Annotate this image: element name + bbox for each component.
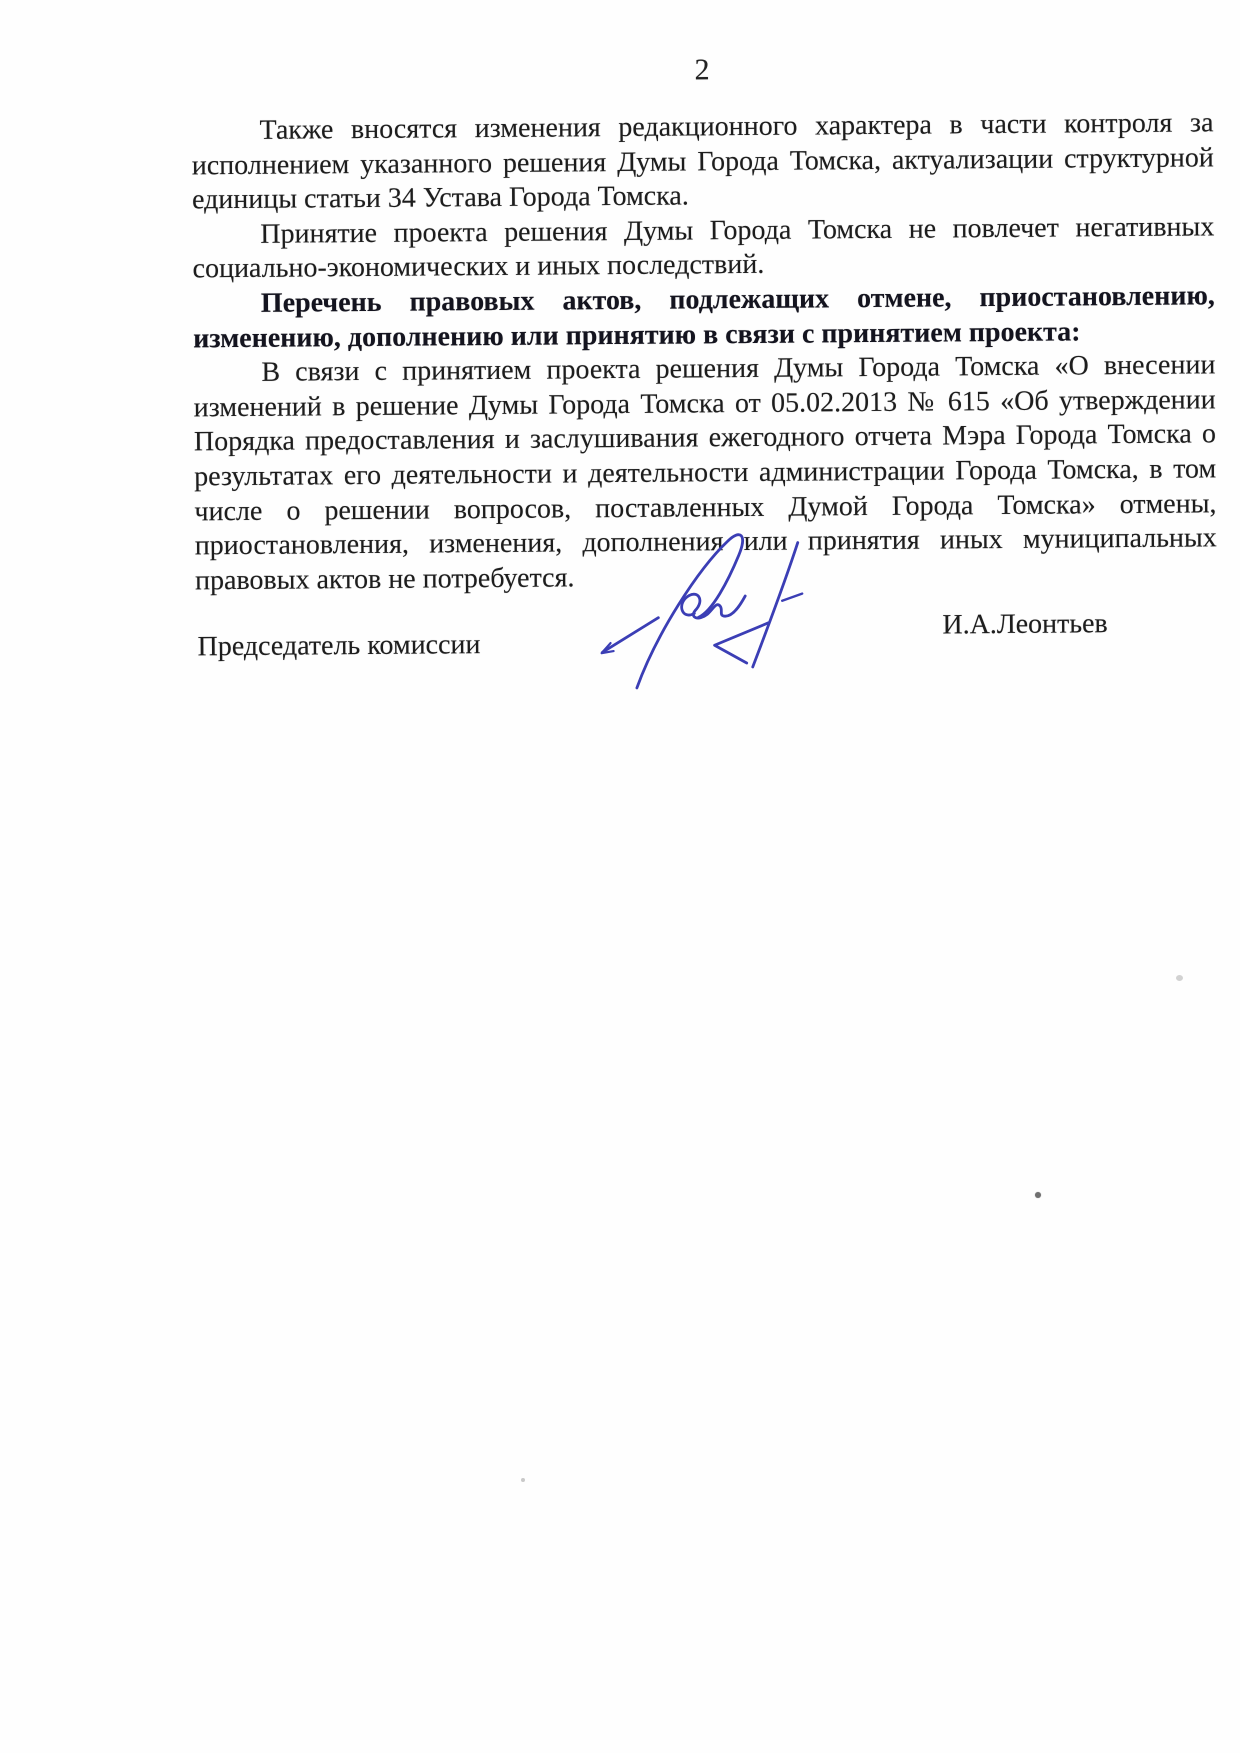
scan-speck (521, 1478, 525, 1482)
heading-list-of-legal-acts: Перечень правовых актов, подлежащих отмене, приостановлению, изменению, дополнению или принятию в связи с принятием проекта: (193, 280, 1215, 354)
scan-speck (1035, 1192, 1041, 1198)
paragraph-no-other-acts-required: В связи с принятием проекта решения Думы Города Томска «О внесении изменений в решение Думы Города Томска от 05.02.2013 № 615 «Об утверждении Порядка предоставления и заслушивания ежегодного отчета Мэра Города Томска о результатах его деятельности и деятельности администрации Города Томска, в том числе о решении вопросов, поставленных Думой Города Томска» отмены, приостановления, изменения, дополнения или принятия иных муниципальных правовых актов не потребуется. (193, 349, 1217, 597)
signature-tall-slash (752, 543, 799, 667)
paragraph-no-negative-consequences: Принятие проекта решения Думы Города Томска не повлечет негативных социально-экономических и иных последствий. (192, 211, 1215, 285)
signature-dash (782, 594, 802, 601)
signature-arrow-stroke (602, 618, 658, 652)
signer-name: И.А.Леонтьев (942, 608, 1108, 641)
paragraph-editorial-changes: Также вносятся изменения редакционного характера в части контроля за исполнением указанного решения Думы Города Томска, актуализации структурной единицы статьи 34 Устава Города Томска. (191, 107, 1214, 216)
signer-title: Председатель комиссии (197, 629, 481, 663)
scan-speck (1176, 975, 1183, 981)
signature-cursive-letters (682, 594, 746, 618)
handwritten-signature (540, 520, 856, 702)
signature-main-loop (636, 535, 744, 688)
page-number: 2 (694, 53, 710, 87)
